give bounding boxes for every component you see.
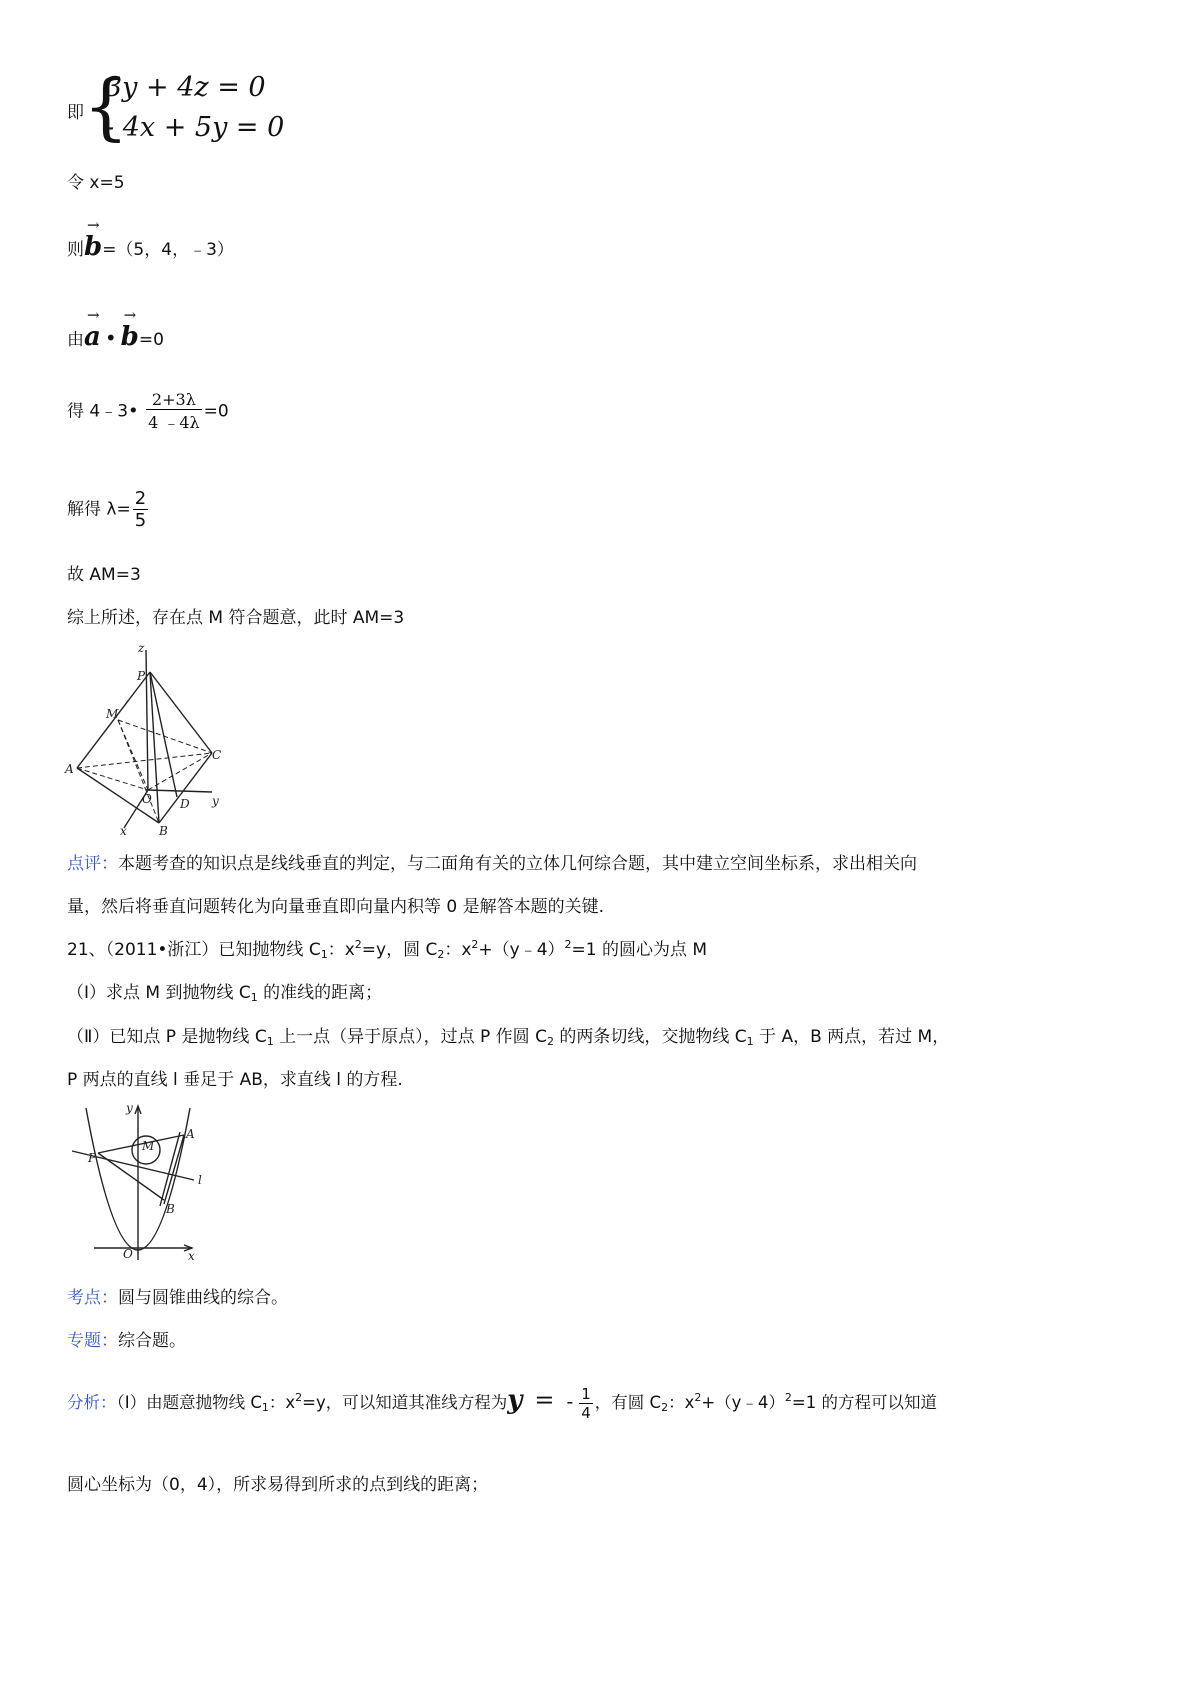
subscript: 1 — [250, 991, 258, 1004]
fraction-numerator: 2+3λ — [146, 390, 202, 410]
prefix-de: 得 4﹣3 — [67, 401, 129, 422]
figure2-label-M: M — [142, 1139, 155, 1153]
figure1-label-B: B — [159, 824, 168, 835]
parabola-figure — [64, 1100, 214, 1265]
q21-part: =1 的圆心为点 M — [571, 940, 708, 960]
lambda-fraction — [146, 390, 202, 433]
fenxi-text: =y，可以知道其准线方程为 — [302, 1393, 508, 1412]
figure1-label-A: A — [65, 762, 74, 776]
brace: { — [83, 64, 129, 148]
fraction-denominator: 5 — [134, 510, 147, 531]
subscript: 1 — [746, 1035, 754, 1048]
fenxi-line — [67, 1385, 937, 1422]
pyramid-figure — [62, 640, 232, 835]
fenxi-text: ：x — [268, 1393, 296, 1412]
question-21-part-2-line-2: P 两点的直线 l 垂足于 AB，求直线 l 的方程. — [67, 1070, 403, 1090]
superscript: 2 — [295, 1391, 303, 1404]
vector-arrow-icon: → — [87, 216, 100, 234]
part1-text: （Ⅰ）求点 M 到抛物线 C — [67, 983, 251, 1003]
subscript: 1 — [320, 948, 328, 961]
question-21 — [67, 935, 707, 961]
part2-text: 于 A，B 两点，若过 M， — [753, 1027, 950, 1047]
superscript: 2 — [354, 938, 362, 951]
q21-part: +（y﹣4） — [478, 940, 565, 960]
dot-product-result: =0 — [138, 330, 164, 350]
q21-part: =y，圆 C — [361, 940, 438, 960]
superscript: 2 — [694, 1391, 702, 1404]
figure2-label-O: O — [123, 1247, 133, 1261]
comment-text-1: 本题考查的知识点是线线垂直的判定，与二面角有关的立体几何综合题，其中建立空间坐标系，求出相关向 — [118, 854, 917, 874]
comment-line-1 — [67, 849, 917, 874]
fenxi-text: （I）由题意抛物线 C — [116, 1393, 262, 1412]
comment-label: 点评： — [67, 854, 118, 874]
vector-b: → b — [120, 306, 139, 352]
fraction-numerator: 2 — [134, 488, 147, 509]
vector-b: → b — [84, 216, 103, 262]
superscript: 2 — [564, 938, 572, 951]
zhuanti-line — [67, 1326, 186, 1351]
lambda-solution-line — [67, 488, 150, 531]
fraction-denominator: 4 — [581, 1404, 591, 1422]
let-x: 令 x=5 — [67, 173, 125, 193]
part2-text: （Ⅱ）已知点 P 是抛物线 C — [67, 1027, 267, 1047]
subscript: 1 — [266, 1035, 274, 1048]
kaodian-line — [67, 1283, 288, 1308]
fenxi-text: ，有圆 C — [594, 1393, 662, 1412]
fenxi-text: =1 的方程可以知道 — [791, 1393, 937, 1412]
figure1-label-M: M — [106, 707, 119, 721]
directrix-equals: = — [534, 1386, 555, 1414]
dot-operator: • — [128, 400, 139, 422]
dot-product-line — [67, 306, 164, 352]
directrix-fraction — [579, 1385, 593, 1422]
prefix-ji: 即 — [67, 103, 84, 123]
am-result: 故 AM=3 — [67, 565, 141, 585]
directrix-minus: - — [566, 1389, 574, 1413]
part2-text: 的两条切线，交抛物线 C — [553, 1027, 747, 1047]
vector-arrow-icon: → — [87, 306, 100, 324]
question-21-part-2 — [67, 1022, 949, 1048]
q21-part: 21、（2011•浙江）已知抛物线 C — [67, 940, 321, 960]
prefix-jiede: 解得 λ= — [67, 499, 131, 520]
fraction-denominator: 4 ﹣4λ — [148, 413, 200, 432]
kaodian-label: 考点： — [67, 1288, 118, 1308]
figure1-label-z: z — [138, 641, 145, 655]
lambda-value-fraction — [133, 488, 148, 531]
part1-text: 的准线的距离； — [257, 983, 383, 1003]
vector-a: → a — [84, 306, 101, 352]
question-21-part-1 — [67, 978, 382, 1004]
vector-arrow-icon: → — [123, 306, 137, 324]
zhuanti-text: 综合题。 — [118, 1331, 186, 1351]
subscript: 1 — [261, 1401, 269, 1414]
zhuanti-label: 专题： — [67, 1331, 118, 1351]
part2-text: 上一点（异于原点），过点 P 作圆 C — [273, 1027, 547, 1047]
fenxi-text: ：x — [668, 1393, 695, 1412]
equation-1: 3y + 4z = 0 — [105, 72, 266, 103]
q21-part: ：x — [444, 940, 472, 960]
prefix-ze: 则 — [67, 240, 84, 260]
vector-b-value: =（5，4，﹣3） — [102, 240, 234, 260]
figure1-label-y: y — [212, 794, 219, 808]
figure1-label-P: P — [137, 669, 146, 683]
directrix-y: y — [507, 1385, 523, 1415]
fraction-equation-line — [67, 390, 229, 433]
figure2-label-P: P — [88, 1151, 97, 1165]
dot-operator: • — [104, 326, 117, 350]
figure1-label-x: x — [120, 824, 127, 835]
figure1-label-C: C — [212, 748, 222, 762]
vector-b-line — [67, 216, 234, 262]
prefix-you: 由 — [67, 330, 84, 350]
conclusion: 综上所述，存在点 M 符合题意，此时 AM=3 — [67, 608, 405, 628]
subscript: 2 — [661, 1401, 669, 1414]
fenxi-line-2: 圆心坐标为（0，4），所求易得到所求的点到线的距离； — [67, 1475, 489, 1495]
equation-2: - 4x + 5y = 0 — [105, 112, 285, 143]
kaodian-text: 圆与圆锥曲线的综合。 — [118, 1288, 288, 1308]
fenxi-text: +（y﹣4） — [701, 1393, 785, 1412]
figure1-label-D: D — [180, 797, 190, 811]
figure2-label-B: B — [166, 1202, 175, 1216]
superscript: 2 — [471, 938, 479, 951]
superscript: 2 — [784, 1391, 792, 1404]
subscript: 2 — [437, 948, 445, 961]
q21-part: ：x — [327, 940, 355, 960]
fraction-numerator: 1 — [581, 1385, 591, 1403]
figure1-label-O: O — [142, 792, 152, 806]
figure2-label-y: y — [126, 1101, 133, 1115]
fenxi-label: 分析： — [67, 1393, 117, 1412]
figure2-label-l: l — [198, 1173, 202, 1187]
figure2-label-A: A — [186, 1127, 195, 1141]
equals-zero: =0 — [203, 401, 229, 422]
figure2-label-x: x — [188, 1249, 195, 1263]
subscript: 2 — [546, 1035, 554, 1048]
comment-line-2: 量，然后将垂直问题转化为向量垂直即向量内积等 0 是解答本题的关键. — [67, 897, 605, 917]
